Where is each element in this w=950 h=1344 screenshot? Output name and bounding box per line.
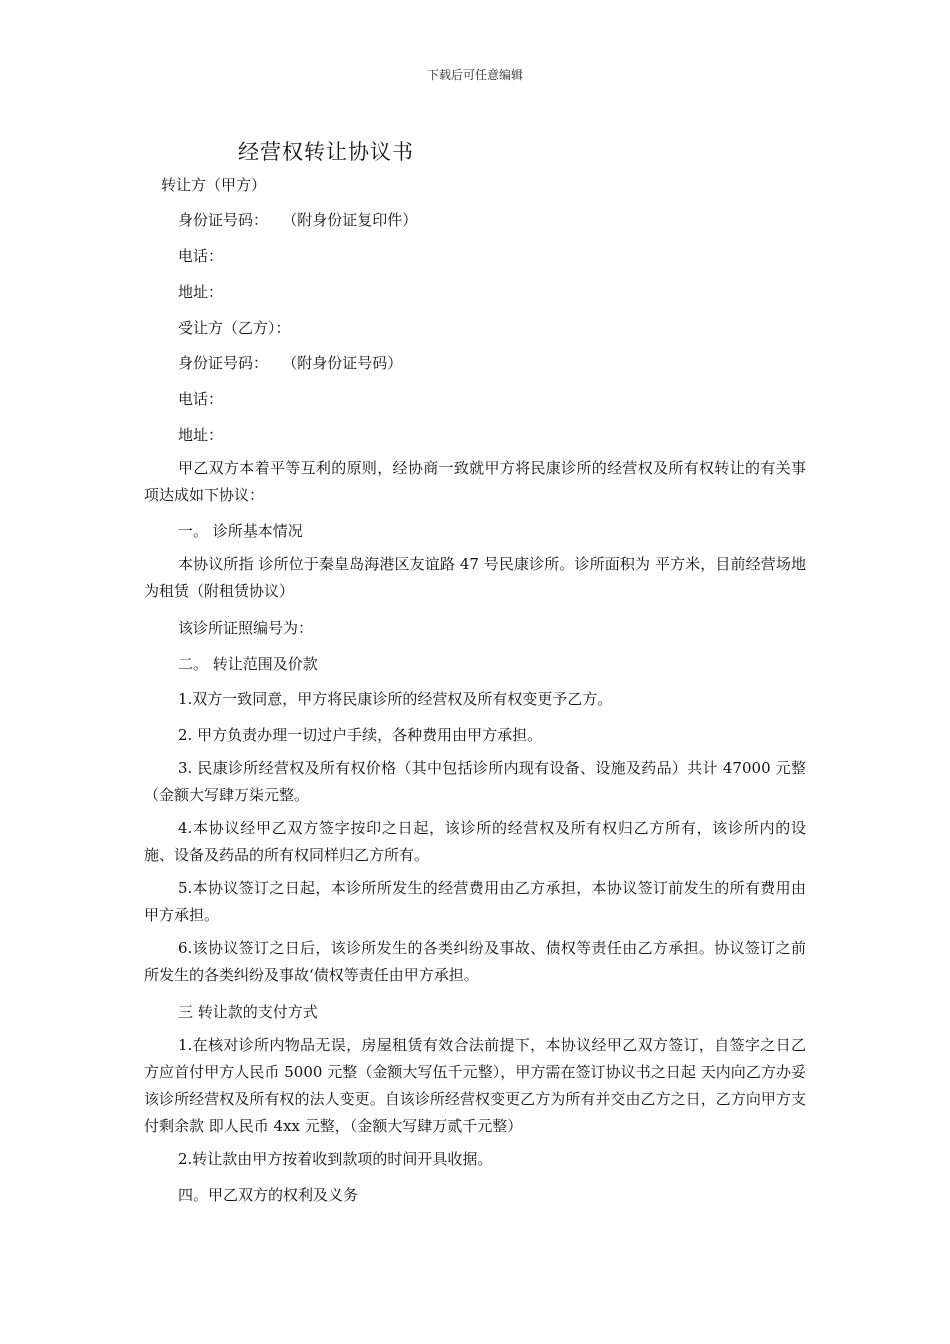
transferee-phone: 电话：	[178, 390, 224, 408]
transferee-address: 地址：	[178, 426, 224, 444]
section2-item-4: 4.本协议经甲乙双方签字按印之日起，该诊所的经营权及所有权归乙方所有，该诊所内的设施、设备及药品的所有权同样归乙方所有。	[144, 819, 806, 864]
section2-item-5: 5.本协议签订之日起，本诊所所发生的经营费用由乙方承担，本协议签订前发生的所有费用由甲方承担。	[144, 879, 806, 924]
section2-item-6: 6.该协议签订之日后，该诊所发生的各类纠纷及事故、债权等责任由乙方承担。协议签订之前所发生的各类纠纷及事故‘债权等责任由甲方承担。	[144, 939, 806, 984]
section1-heading: 一。 诊所基本情况	[178, 522, 303, 540]
section3-item-1: 1.在核对诊所内物品无误，房屋租赁有效合法前提下，本协议经甲乙双方签订，自签字之日乙方应首付甲方人民币 5000 元整（金额大写伍千元整），甲方需在签订协议书之日起 天内向乙方办妥该诊所经营权及所有权的法人变更。自该诊所经营权变更乙方为所有并交由乙方之日，乙方向甲方支付剩余款 即人民币 4xx 元整，（金额大写肆万贰千元整）	[144, 1036, 806, 1135]
intro-paragraph: 甲乙双方本着平等互利的原则，经协商一致就甲方将民康诊所的经营权及所有权转让的有关事项达成如下协议：	[144, 459, 806, 504]
header-note: 下载后可任意编辑	[426, 68, 523, 82]
transferor-id: 身份证号码： （附身份证复印件）	[178, 211, 418, 229]
section2-item-1: 1.双方一致同意，甲方将民康诊所的经营权及所有权变更予乙方。	[178, 690, 613, 708]
section4-heading: 四。甲乙双方的权利及义务	[178, 1186, 359, 1204]
transferee-id: 身份证号码： （附身份证号码）	[178, 354, 403, 372]
section3-item-2: 2.转让款由甲方按着收到款项的时间开具收据。	[178, 1150, 493, 1168]
section2-item-2: 2. 甲方负责办理一切过户手续，各种费用由甲方承担。	[178, 726, 543, 744]
section1-license: 该诊所证照编号为：	[178, 619, 314, 637]
transferor-phone: 电话：	[178, 247, 224, 265]
section2-item-3: 3. 民康诊所经营权及所有权价格（其中包括诊所内现有设备、设施及药品）共计 47000 元整（金额大写肆万柒元整。	[144, 759, 806, 804]
transferor-address: 地址：	[178, 283, 224, 301]
section3-heading: 三 转让款的支付方式	[178, 1003, 318, 1021]
transferor-label: 转让方（甲方）	[161, 176, 267, 194]
transferee-label: 受让方（乙方）：	[178, 319, 291, 337]
section1-paragraph: 本协议所指 诊所位于秦皇岛海港区友谊路 47 号民康诊所。诊所面积为 平方米，目前经营场地为租赁（附租赁协议）	[144, 555, 806, 600]
document-title: 经营权转让协议书	[238, 140, 414, 164]
section2-heading: 二。 转让范围及价款	[178, 655, 318, 673]
